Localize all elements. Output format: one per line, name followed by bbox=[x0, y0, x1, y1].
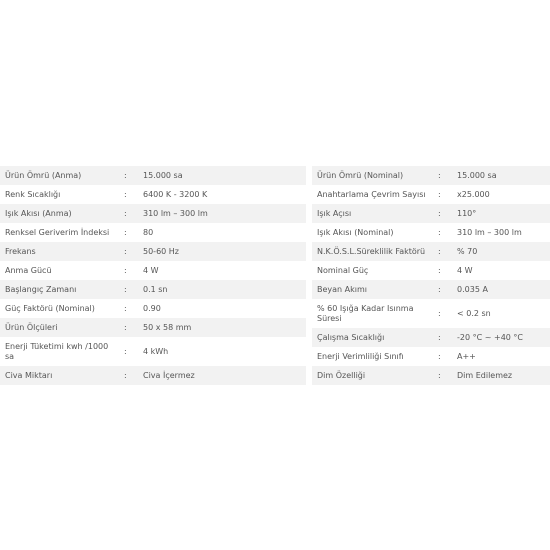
spec-row bbox=[312, 366, 550, 385]
spec-row bbox=[0, 204, 306, 223]
spec-label: Beyan Akımı bbox=[317, 284, 368, 294]
spec-label: Anma Gücü bbox=[5, 265, 52, 275]
spec-value: 4 kWh bbox=[143, 346, 169, 356]
spec-label: Güç Faktörü (Nominal) bbox=[5, 303, 95, 313]
spec-row bbox=[312, 261, 550, 280]
spec-separator: : bbox=[124, 346, 127, 356]
spec-separator: : bbox=[438, 351, 441, 361]
spec-value: 15.000 sa bbox=[143, 170, 183, 180]
spec-table-right bbox=[312, 166, 550, 385]
spec-row bbox=[312, 204, 550, 223]
spec-row bbox=[312, 223, 550, 242]
spec-value: Dim Edilemez bbox=[457, 370, 513, 380]
spec-label: Ürün Ölçüleri bbox=[5, 322, 58, 332]
spec-separator: : bbox=[124, 370, 127, 380]
spec-row bbox=[312, 166, 550, 185]
spec-value: 110° bbox=[457, 208, 477, 218]
spec-label: Frekans bbox=[5, 246, 36, 256]
spec-row bbox=[312, 328, 550, 347]
spec-value: x25.000 bbox=[457, 189, 490, 199]
spec-row bbox=[0, 337, 306, 366]
spec-separator: : bbox=[438, 332, 441, 342]
spec-value: Civa İçermez bbox=[143, 370, 195, 380]
spec-value: 4 W bbox=[457, 265, 473, 275]
spec-separator: : bbox=[438, 284, 441, 294]
spec-row bbox=[0, 366, 306, 385]
spec-row bbox=[312, 280, 550, 299]
spec-separator: : bbox=[438, 308, 441, 318]
spec-label: Başlangıç Zamanı bbox=[5, 284, 77, 294]
spec-separator: : bbox=[124, 284, 127, 294]
spec-label: Ürün Ömrü (Nominal) bbox=[317, 170, 404, 180]
spec-separator: : bbox=[124, 303, 127, 313]
spec-separator: : bbox=[438, 170, 441, 180]
spec-label: N.K.Ö.S.L.Süreklilik Faktörü bbox=[317, 246, 426, 256]
spec-value: 310 lm – 300 lm bbox=[457, 227, 522, 237]
spec-value: 0.90 bbox=[143, 303, 161, 313]
spec-row bbox=[0, 299, 306, 318]
spec-separator: : bbox=[124, 170, 127, 180]
spec-label: Anahtarlama Çevrim Sayısı bbox=[317, 189, 426, 199]
spec-label: Renksel Geriverim İndeksi bbox=[5, 227, 110, 237]
spec-label: Dim Özelliği bbox=[317, 370, 366, 380]
spec-label: Enerji Verimliliği Sınıfı bbox=[317, 351, 404, 361]
spec-label: Çalışma Sıcaklığı bbox=[317, 332, 385, 342]
spec-separator: : bbox=[124, 246, 127, 256]
spec-value: 0.035 A bbox=[457, 284, 488, 294]
spec-separator: : bbox=[124, 189, 127, 199]
spec-row bbox=[0, 261, 306, 280]
spec-separator: : bbox=[438, 265, 441, 275]
spec-value: 0.1 sn bbox=[143, 284, 168, 294]
spec-separator: : bbox=[438, 370, 441, 380]
spec-label: Ürün Ömrü (Anma) bbox=[5, 170, 82, 180]
spec-label: % 60 Işığa Kadar Isınma Süresi bbox=[317, 303, 414, 323]
spec-row bbox=[312, 347, 550, 366]
spec-label: Işık Açısı bbox=[317, 208, 352, 218]
spec-separator: : bbox=[438, 227, 441, 237]
spec-value: -20 °C ~ +40 °C bbox=[457, 332, 523, 342]
spec-row bbox=[0, 280, 306, 299]
spec-value: 50 x 58 mm bbox=[143, 322, 192, 332]
spec-separator: : bbox=[438, 246, 441, 256]
spec-row bbox=[0, 223, 306, 242]
spec-value: 6400 K - 3200 K bbox=[143, 189, 208, 199]
spec-label: Enerji Tüketimi kwh /1000 sa bbox=[5, 341, 109, 361]
spec-separator: : bbox=[438, 189, 441, 199]
spec-label: Nominal Güç bbox=[317, 265, 369, 275]
spec-value: 4 W bbox=[143, 265, 159, 275]
spec-value: 15.000 sa bbox=[457, 170, 497, 180]
spec-separator: : bbox=[124, 322, 127, 332]
spec-value: 50-60 Hz bbox=[143, 246, 180, 256]
spec-label: Renk Sıcaklığı bbox=[5, 189, 61, 199]
spec-row bbox=[312, 242, 550, 261]
spec-label: Işık Akısı (Nominal) bbox=[317, 227, 394, 237]
spec-row bbox=[312, 185, 550, 204]
spec-table-left bbox=[0, 166, 306, 385]
spec-row bbox=[0, 242, 306, 261]
spec-separator: : bbox=[438, 208, 441, 218]
spec-separator: : bbox=[124, 265, 127, 275]
spec-label: Işık Akısı (Anma) bbox=[5, 208, 72, 218]
spec-value: < 0.2 sn bbox=[457, 308, 491, 318]
spec-value: A++ bbox=[457, 351, 476, 361]
spec-row bbox=[312, 299, 550, 328]
spec-row bbox=[0, 166, 306, 185]
spec-value: 310 lm – 300 lm bbox=[143, 208, 208, 218]
spec-row bbox=[0, 185, 306, 204]
spec-value: 80 bbox=[143, 227, 154, 237]
spec-value: % 70 bbox=[457, 246, 478, 256]
spec-row bbox=[0, 318, 306, 337]
spec-separator: : bbox=[124, 227, 127, 237]
spec-label: Civa Miktarı bbox=[5, 370, 53, 380]
spec-separator: : bbox=[124, 208, 127, 218]
